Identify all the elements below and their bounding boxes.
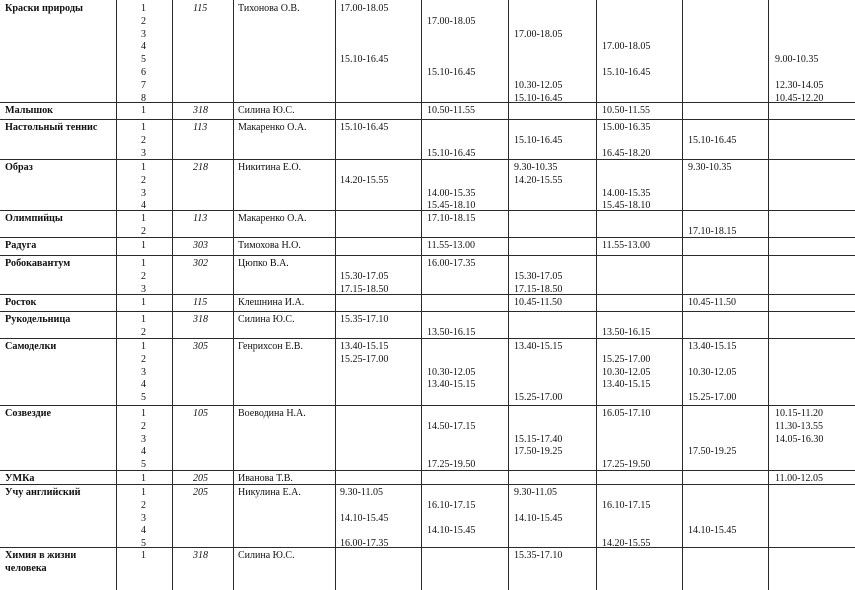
time-slot: 15.10-16.45 bbox=[514, 134, 563, 146]
teacher-name: Генрихсон Е.В. bbox=[238, 341, 303, 352]
row-divider bbox=[0, 547, 855, 548]
column-divider bbox=[172, 0, 173, 590]
group-number: 4 bbox=[141, 446, 146, 458]
group-number: 4 bbox=[141, 41, 146, 53]
teacher-name: Макаренко О.А. bbox=[238, 213, 307, 224]
course-name: Радуга bbox=[5, 240, 37, 251]
time-slot: 17.00-18.05 bbox=[514, 28, 563, 40]
group-number: 2 bbox=[141, 134, 146, 146]
time-slot: 13.50-16.15 bbox=[427, 326, 476, 338]
room-number: 302 bbox=[193, 258, 208, 269]
column-divider bbox=[682, 0, 683, 590]
time-slot: 13.40-15.15 bbox=[427, 379, 476, 391]
room-number: 303 bbox=[193, 240, 208, 251]
room-number: 205 bbox=[193, 487, 208, 498]
row-divider bbox=[0, 159, 855, 160]
time-slot: 14.10-15.45 bbox=[427, 525, 476, 537]
group-number: 3 bbox=[141, 187, 146, 199]
time-slot: 17.00-18.05 bbox=[602, 41, 651, 53]
time-slot: 10.50-11.55 bbox=[602, 105, 650, 116]
teacher-name: Иванова Т.В. bbox=[238, 473, 293, 484]
time-slot: 14.00-15.35 bbox=[602, 187, 651, 199]
time-slot: 9.30-11.05 bbox=[340, 487, 383, 498]
time-slot: 10.45-12.20 bbox=[775, 92, 824, 104]
time-slot: 16.00-17.35 bbox=[340, 538, 389, 550]
group-number: 3 bbox=[141, 366, 146, 378]
time-slot: 15.10-16.45 bbox=[427, 67, 476, 78]
group-number: 3 bbox=[141, 433, 146, 445]
room-number: 113 bbox=[193, 213, 208, 224]
column-divider bbox=[335, 0, 336, 590]
room-number: 205 bbox=[193, 473, 208, 484]
group-number: 3 bbox=[141, 512, 146, 524]
time-slot: 17.00-18.05 bbox=[427, 15, 476, 27]
teacher-name: Тихонова О.В. bbox=[238, 3, 300, 14]
time-slot: 16.10-17.15 bbox=[602, 499, 651, 511]
group-number: 1 bbox=[141, 105, 146, 116]
room-number: 305 bbox=[193, 341, 208, 352]
row-divider bbox=[0, 255, 855, 256]
course-name: Олимпийцы bbox=[5, 213, 63, 224]
time-slot: 14.20-15.55 bbox=[514, 174, 563, 186]
time-slot: 16.00-17.35 bbox=[427, 258, 476, 269]
row-divider bbox=[0, 470, 855, 471]
time-slot: 10.45-11.50 bbox=[688, 297, 736, 308]
row-divider bbox=[0, 294, 855, 295]
group-number: 4 bbox=[141, 525, 146, 537]
time-slot: 15.10-16.45 bbox=[514, 92, 563, 104]
time-slot: 15.10-16.45 bbox=[340, 122, 389, 133]
course-name: Робокавантум bbox=[5, 258, 71, 269]
time-slot: 10.30-12.05 bbox=[688, 366, 737, 378]
time-slot: 10.30-12.05 bbox=[514, 79, 563, 91]
time-slot: 15.10-16.45 bbox=[688, 134, 737, 146]
time-slot: 13.40-15.15 bbox=[602, 379, 651, 391]
group-number: 8 bbox=[141, 92, 146, 104]
room-number: 115 bbox=[193, 297, 208, 308]
group-number: 1 bbox=[141, 341, 146, 352]
course-name: Образ bbox=[5, 162, 33, 173]
course-name: Малышок bbox=[5, 105, 54, 116]
group-number: 2 bbox=[141, 270, 146, 282]
time-slot: 14.20-15.55 bbox=[602, 538, 651, 550]
group-number: 2 bbox=[141, 420, 146, 432]
teacher-name: Воеводина Н.А. bbox=[238, 408, 306, 419]
group-number: 6 bbox=[141, 67, 146, 78]
time-slot: 10.50-11.55 bbox=[427, 105, 475, 116]
time-slot: 11.00-12.05 bbox=[775, 473, 823, 484]
group-number: 1 bbox=[141, 240, 146, 251]
room-number: 318 bbox=[193, 105, 208, 116]
time-slot: 15.15-17.40 bbox=[514, 433, 563, 445]
course-name: Созвездие bbox=[5, 408, 52, 419]
group-number: 7 bbox=[141, 79, 146, 91]
group-number: 2 bbox=[141, 174, 146, 186]
teacher-name: Никитина Е.О. bbox=[238, 162, 302, 173]
group-number: 2 bbox=[141, 225, 146, 237]
time-slot: 15.10-16.45 bbox=[340, 54, 389, 66]
time-slot: 10.45-11.50 bbox=[514, 297, 562, 308]
group-number: 1 bbox=[141, 122, 146, 133]
group-number: 3 bbox=[141, 28, 146, 40]
group-number: 3 bbox=[141, 147, 146, 159]
course-name: Самоделки bbox=[5, 341, 57, 352]
time-slot: 16.45-18.20 bbox=[602, 147, 651, 159]
group-number: 1 bbox=[141, 487, 146, 498]
column-divider bbox=[116, 0, 117, 590]
time-slot: 17.50-19.25 bbox=[688, 446, 737, 458]
time-slot: 15.10-16.45 bbox=[602, 67, 651, 78]
group-number: 1 bbox=[141, 162, 146, 173]
column-divider bbox=[596, 0, 597, 590]
time-slot: 17.25-19.50 bbox=[602, 459, 651, 471]
time-slot: 14.05-16.30 bbox=[775, 433, 824, 445]
column-divider bbox=[508, 0, 509, 590]
time-slot: 12.30-14.05 bbox=[775, 79, 824, 91]
row-divider bbox=[0, 102, 855, 103]
group-number: 5 bbox=[141, 54, 146, 66]
group-number: 2 bbox=[141, 353, 146, 365]
time-slot: 17.25-19.50 bbox=[427, 459, 476, 471]
time-slot: 15.35-17.10 bbox=[514, 550, 563, 561]
time-slot: 15.25-17.00 bbox=[602, 353, 651, 365]
room-number: 105 bbox=[193, 408, 208, 419]
time-slot: 11.55-13.00 bbox=[602, 240, 650, 251]
time-slot: 17.10-18.15 bbox=[427, 213, 476, 224]
group-number: 2 bbox=[141, 15, 146, 27]
group-number: 4 bbox=[141, 200, 146, 212]
time-slot: 17.50-19.25 bbox=[514, 446, 563, 458]
teacher-name: Макаренко О.А. bbox=[238, 122, 307, 133]
column-divider bbox=[233, 0, 234, 590]
time-slot: 13.40-15.15 bbox=[688, 341, 737, 352]
time-slot: 17.15-18.50 bbox=[514, 283, 563, 295]
time-slot: 10.30-12.05 bbox=[427, 366, 476, 378]
group-number: 2 bbox=[141, 499, 146, 511]
group-number: 3 bbox=[141, 283, 146, 295]
group-number: 1 bbox=[141, 213, 146, 224]
room-number: 218 bbox=[193, 162, 208, 173]
time-slot: 14.10-15.45 bbox=[340, 512, 389, 524]
room-number: 318 bbox=[193, 314, 208, 325]
time-slot: 15.35-17.10 bbox=[340, 314, 389, 325]
time-slot: 15.30-17.05 bbox=[340, 270, 389, 282]
time-slot: 11.30-13.55 bbox=[775, 420, 823, 432]
group-number: 1 bbox=[141, 550, 146, 561]
row-divider bbox=[0, 405, 855, 406]
time-slot: 15.30-17.05 bbox=[514, 270, 563, 282]
time-slot: 14.50-17.15 bbox=[427, 420, 476, 432]
room-number: 115 bbox=[193, 3, 208, 14]
time-slot: 16.10-17.15 bbox=[427, 499, 476, 511]
group-number: 1 bbox=[141, 3, 146, 14]
group-number: 2 bbox=[141, 326, 146, 338]
teacher-name: Тимохова Н.О. bbox=[238, 240, 301, 251]
row-divider bbox=[0, 311, 855, 312]
time-slot: 11.55-13.00 bbox=[427, 240, 475, 251]
course-name: Химия в жизни человека bbox=[5, 550, 77, 574]
teacher-name: Силина Ю.С. bbox=[238, 105, 295, 116]
teacher-name: Клешнина И.А. bbox=[238, 297, 305, 308]
time-slot: 15.45-18.10 bbox=[602, 200, 651, 212]
column-divider bbox=[421, 0, 422, 590]
group-number: 5 bbox=[141, 538, 146, 550]
row-divider bbox=[0, 210, 855, 211]
time-slot: 14.10-15.45 bbox=[688, 525, 737, 537]
time-slot: 13.50-16.15 bbox=[602, 326, 651, 338]
row-divider bbox=[0, 338, 855, 339]
group-number: 1 bbox=[141, 258, 146, 269]
time-slot: 14.10-15.45 bbox=[514, 512, 563, 524]
time-slot: 14.00-15.35 bbox=[427, 187, 476, 199]
course-name: Рукодельница bbox=[5, 314, 71, 325]
group-number: 1 bbox=[141, 314, 146, 325]
teacher-name: Никулина Е.А. bbox=[238, 487, 301, 498]
group-number: 1 bbox=[141, 297, 146, 308]
group-number: 5 bbox=[141, 459, 146, 471]
course-name: УМКа bbox=[5, 473, 35, 484]
row-divider bbox=[0, 484, 855, 485]
room-number: 113 bbox=[193, 122, 208, 133]
time-slot: 15.00-16.35 bbox=[602, 122, 651, 133]
group-number: 1 bbox=[141, 473, 146, 484]
column-divider bbox=[768, 0, 769, 590]
time-slot: 9.00-10.35 bbox=[775, 54, 819, 66]
group-number: 4 bbox=[141, 379, 146, 391]
time-slot: 13.40-15.15 bbox=[514, 341, 563, 352]
teacher-name: Цюпко В.А. bbox=[238, 258, 289, 269]
group-number: 1 bbox=[141, 408, 146, 419]
teacher-name: Силина Ю.С. bbox=[238, 314, 295, 325]
time-slot: 9.30-11.05 bbox=[514, 487, 557, 498]
time-slot: 15.25-17.00 bbox=[514, 392, 563, 404]
time-slot: 15.45-18.10 bbox=[427, 200, 476, 212]
time-slot: 15.25-17.00 bbox=[340, 353, 389, 365]
course-name: Учу английский bbox=[5, 487, 81, 498]
room-number: 318 bbox=[193, 550, 208, 561]
course-name: Настольный теннис bbox=[5, 122, 98, 133]
course-name: Краски природы bbox=[5, 3, 83, 14]
time-slot: 9.30-10.35 bbox=[514, 162, 558, 173]
time-slot: 17.10-18.15 bbox=[688, 225, 737, 237]
row-divider bbox=[0, 119, 855, 120]
time-slot: 16.05-17.10 bbox=[602, 408, 651, 419]
time-slot: 17.15-18.50 bbox=[340, 283, 389, 295]
time-slot: 14.20-15.55 bbox=[340, 174, 389, 186]
time-slot: 15.25-17.00 bbox=[688, 392, 737, 404]
course-name: Росток bbox=[5, 297, 37, 308]
time-slot: 9.30-10.35 bbox=[688, 162, 732, 173]
teacher-name: Силина Ю.С. bbox=[238, 550, 295, 561]
time-slot: 10.15-11.20 bbox=[775, 408, 823, 419]
row-divider bbox=[0, 237, 855, 238]
time-slot: 17.00-18.05 bbox=[340, 3, 389, 14]
time-slot: 10.30-12.05 bbox=[602, 366, 651, 378]
group-number: 5 bbox=[141, 392, 146, 404]
time-slot: 13.40-15.15 bbox=[340, 341, 389, 352]
time-slot: 15.10-16.45 bbox=[427, 147, 476, 159]
